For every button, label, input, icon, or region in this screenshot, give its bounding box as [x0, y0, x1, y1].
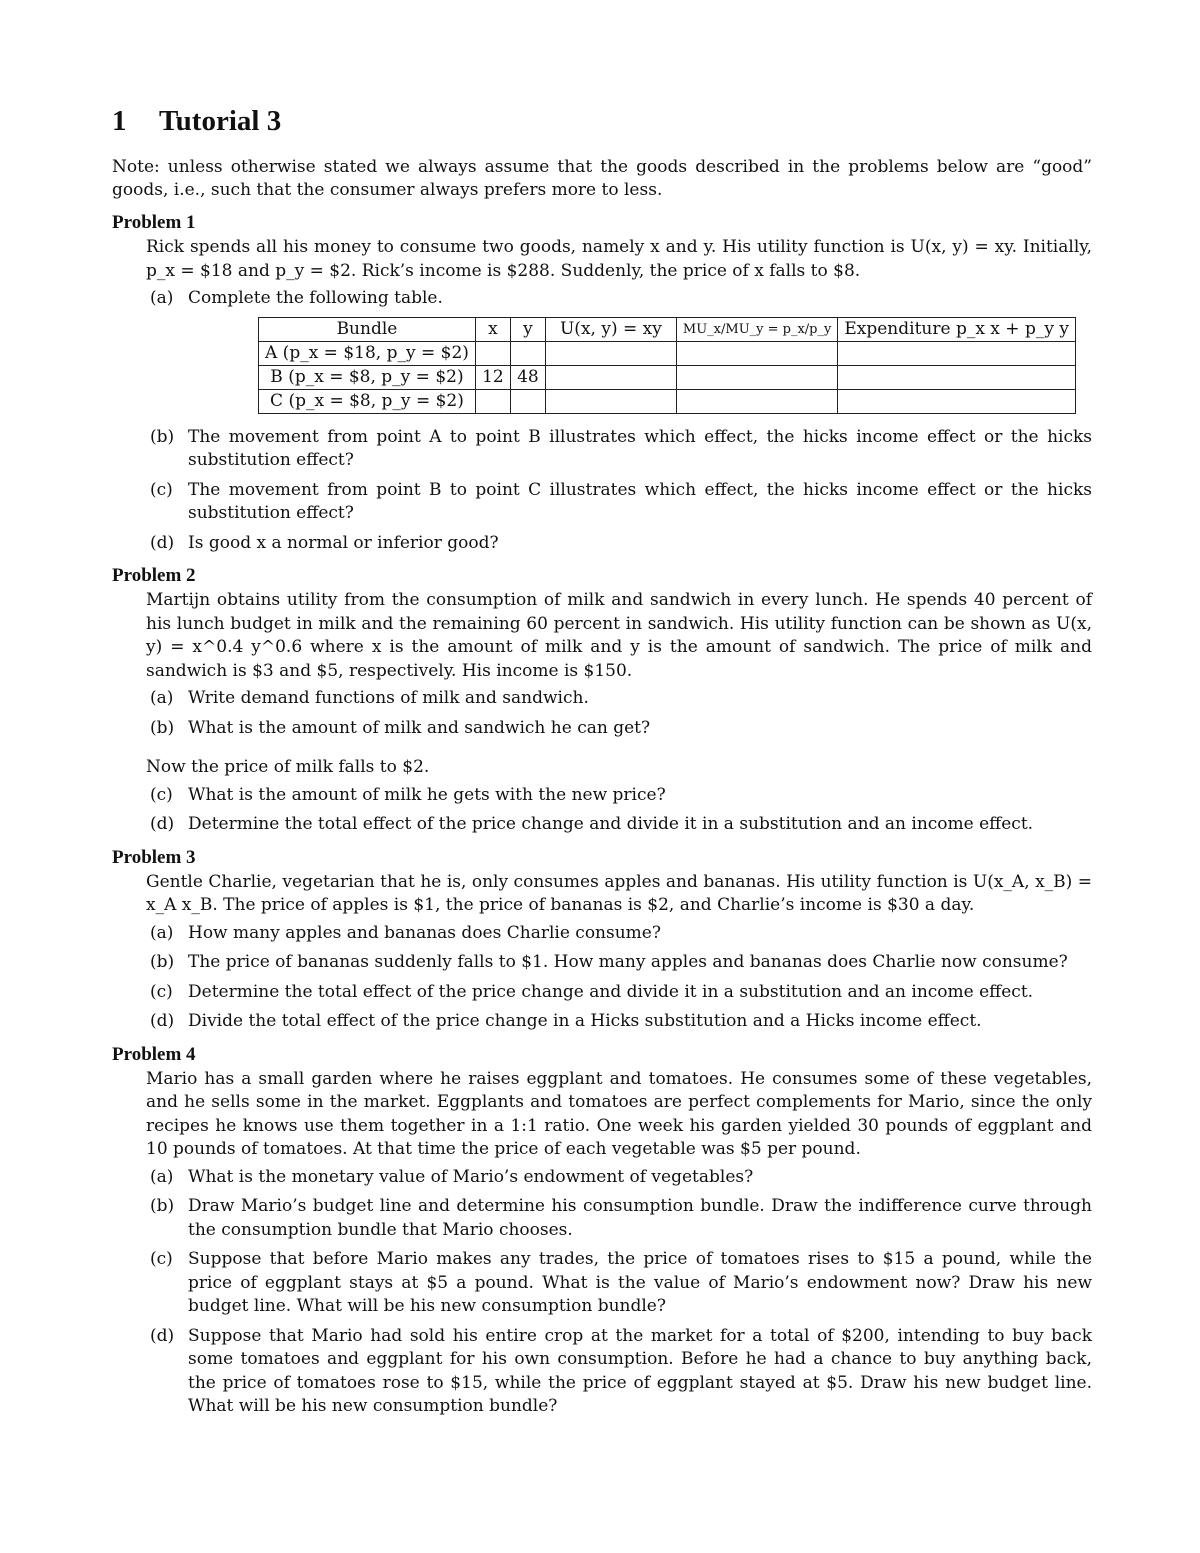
- problem-2-text: Martijn obtains utility from the consumption of milk and sandwich in every lunch. He spends 40 percent of his lunch budget in milk and the remaining 60 percent in sandwich. His utility function can be shown as U(x, y) = x^0.4 y^0.6 where x is the amount of milk and y is the amount of sandwich. The price of milk and sandwich is $3 and $5, respectively. His income is $150.: [146, 590, 1092, 681]
- table-cell: [545, 389, 676, 413]
- problem-3-part-b: [150, 951, 1092, 975]
- problem-2-part-d: [150, 813, 1092, 837]
- part-label: (c): [150, 981, 173, 1002]
- problem-4-part-a: [150, 1166, 1092, 1190]
- problem-3-part-a: [150, 922, 1092, 946]
- problem-4-part-d: [150, 1325, 1092, 1419]
- table-cell: [510, 389, 545, 413]
- table-cell: B (p_x = $8, p_y = $2): [259, 365, 476, 389]
- problem-1-part-d: [150, 532, 1092, 556]
- col-header-mrs: MU_x/MU_y = p_x/p_y: [676, 317, 837, 341]
- part-text: Divide the total effect of the price change in a Hicks substitution and a Hicks income effect.: [188, 1011, 982, 1031]
- problem-3-part-d: [150, 1010, 1092, 1034]
- part-label: (b): [150, 426, 175, 447]
- table-row: [259, 365, 1076, 389]
- table-row: [259, 389, 1076, 413]
- bundle-table: [258, 317, 1076, 414]
- problem-4-part-c: [150, 1248, 1092, 1319]
- part-label: (a): [150, 288, 174, 308]
- part-text: Suppose that Mario had sold his entire crop at the market for a total of $200, intending to buy back some tomatoes and eggplant for his own consumption. Before he had a chance to buy anything back, the price of tomatoes rose to $15, while the price of eggplant stayed at $5. Draw his new budget line. What will be his new consumption bundle?: [188, 1325, 1092, 1416]
- section-number: 1: [112, 105, 127, 137]
- table-cell: [838, 365, 1076, 389]
- col-header-bundle: Bundle: [259, 317, 476, 341]
- part-label: (c): [150, 1249, 173, 1269]
- problem-3-text: Gentle Charlie, vegetarian that he is, only consumes apples and bananas. His utility function is U(x_A, x_B) = x_A x_B. The price of apples is $1, the price of bananas is $2, and Charlie’s income is $30 a day.: [146, 871, 1092, 915]
- part-label: (d): [150, 814, 175, 834]
- part-text: Determine the total effect of the price change and divide it in a substitution and an income effect.: [188, 814, 1034, 834]
- part-label: (c): [150, 784, 173, 805]
- table-cell: [838, 341, 1076, 365]
- problem-1-part-a: [150, 287, 1092, 311]
- problem-4-part-b: [150, 1195, 1092, 1242]
- part-label: (b): [150, 1196, 175, 1216]
- problem-2-part-a: [150, 687, 1092, 711]
- problem-2-heading: Problem 2: [112, 565, 196, 586]
- problem-1-parts-cont: [150, 426, 1092, 556]
- part-text: How many apples and bananas does Charlie consume?: [188, 922, 661, 943]
- col-header-expenditure: Expenditure p_x x + p_y y: [838, 317, 1076, 341]
- table-row: [259, 341, 1076, 365]
- page-title: [112, 105, 1092, 138]
- col-header-x: x: [475, 317, 510, 341]
- part-text: What is the monetary value of Mario’s endowment of vegetables?: [188, 1166, 754, 1187]
- problem-2-part-b: [150, 717, 1092, 741]
- problem-1-parts: [150, 287, 1092, 311]
- table-cell: [545, 341, 676, 365]
- problem-2-parts-cont: [150, 784, 1092, 837]
- part-text: The price of bananas suddenly falls to $1. How many apples and bananas does Charlie now consume?: [188, 952, 1068, 972]
- problem-3-heading: Problem 3: [112, 846, 196, 868]
- part-label: (b): [150, 952, 175, 972]
- part-text: The movement from point B to point C illustrates which effect, the hicks income effect or the hicks substitution effect?: [188, 479, 1092, 523]
- problem-2-mid-text: Now the price of milk falls to $2.: [146, 757, 430, 777]
- problem-4-text: Mario has a small garden where he raises eggplant and tomatoes. He consumes some of these vegetables, and he sells some in the market. Eggplants and tomatoes are perfect complements for Mario, since the only recipes he knows use them together in a 1:1 ratio. One week his garden yielded 30 pounds of eggplant and 10 pounds of tomatoes. At that time the price of each vegetable was $5 per pound.: [146, 1068, 1092, 1159]
- problem-1-heading: Problem 1: [112, 212, 196, 233]
- part-label: (d): [150, 1011, 175, 1031]
- part-text: Is good x a normal or inferior good?: [188, 532, 499, 553]
- problem-4-parts: [150, 1166, 1092, 1419]
- part-text: Draw Mario’s budget line and determine his consumption bundle. Draw the indifference curve through the consumption bundle that Mario chooses.: [188, 1196, 1092, 1240]
- table-cell: [475, 389, 510, 413]
- section-title: Tutorial 3: [159, 105, 282, 137]
- table-cell: 12: [475, 365, 510, 389]
- part-label: (d): [150, 532, 175, 553]
- table-cell: [545, 365, 676, 389]
- part-label: (c): [150, 479, 173, 500]
- part-label: (a): [150, 1166, 174, 1187]
- col-header-y: y: [510, 317, 545, 341]
- table-cell: A (p_x = $18, p_y = $2): [259, 341, 476, 365]
- part-text: Complete the following table.: [188, 288, 443, 308]
- part-text: Suppose that before Mario makes any trades, the price of tomatoes rises to $15 a pound, while the price of eggplant stays at $5 a pound. What is the value of Mario’s endowment now? Draw his new budget line. What will be his new consumption bundle?: [188, 1249, 1092, 1316]
- table-header-row: [259, 317, 1076, 341]
- col-header-utility: U(x, y) = xy: [545, 317, 676, 341]
- part-label: (b): [150, 717, 175, 738]
- table-cell: [838, 389, 1076, 413]
- part-text: What is the amount of milk he gets with the new price?: [188, 784, 666, 805]
- problem-1-part-c: [150, 479, 1092, 526]
- part-text: The movement from point A to point B illustrates which effect, the hicks income effect or the hicks substitution effect?: [188, 426, 1092, 470]
- table-cell: [676, 389, 837, 413]
- document-page: [112, 105, 1092, 1425]
- table-cell: [676, 365, 837, 389]
- problem-2-parts: [150, 687, 1092, 740]
- part-label: (a): [150, 688, 174, 708]
- problem-2-part-c: [150, 784, 1092, 808]
- problem-1-part-b: [150, 426, 1092, 473]
- problem-4-heading: Problem 4: [112, 1043, 196, 1065]
- part-text: Write demand functions of milk and sandwich.: [188, 688, 589, 708]
- note-paragraph: Note: unless otherwise stated we always assume that the goods described in the problems below are “good” goods, i.e., such that the consumer always prefers more to less.: [112, 157, 1092, 200]
- part-label: (a): [150, 922, 174, 943]
- table-cell: [676, 341, 837, 365]
- part-label: (d): [150, 1325, 175, 1346]
- table-cell: 48: [510, 365, 545, 389]
- table-cell: [510, 341, 545, 365]
- problem-3-part-c: [150, 981, 1092, 1005]
- part-text: What is the amount of milk and sandwich he can get?: [188, 717, 651, 738]
- table-cell: C (p_x = $8, p_y = $2): [259, 389, 476, 413]
- problem-3-parts: [150, 922, 1092, 1034]
- table-cell: [475, 341, 510, 365]
- part-text: Determine the total effect of the price change and divide it in a substitution and an income effect.: [188, 981, 1034, 1002]
- problem-1-text: Rick spends all his money to consume two goods, namely x and y. His utility function is U(x, y) = xy. Initially, p_x = $18 and p_y = $2. Rick’s income is $288. Suddenly, the price of x falls to $8.: [146, 237, 1092, 281]
